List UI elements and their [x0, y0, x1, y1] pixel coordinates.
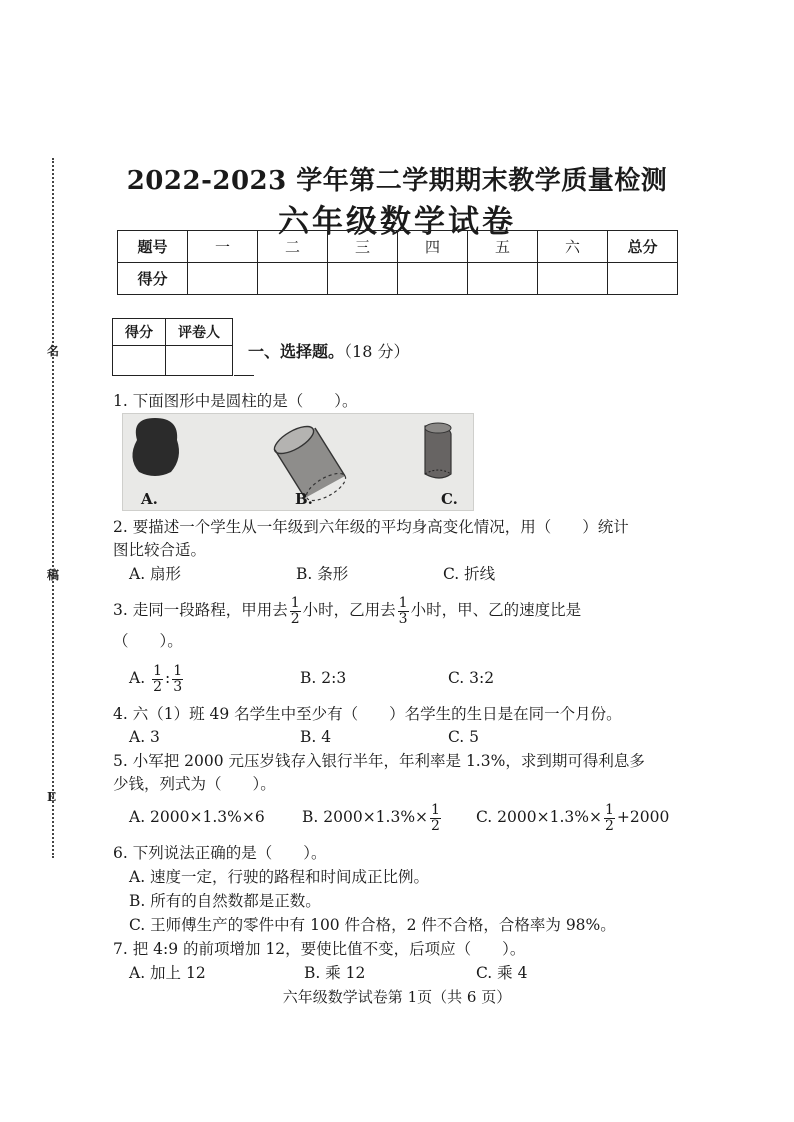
q3-option-a-f2-den: 3	[173, 678, 183, 695]
q3-option-a-f2-num: 1	[173, 662, 183, 679]
question-3-line-1	[113, 590, 581, 630]
exam-subtitle: 六年级数学试卷	[278, 204, 516, 240]
q5-option-c-num: 1	[604, 801, 614, 818]
q4-option-a: A. 3	[129, 728, 160, 746]
q7-option-a: A. 加上 12	[129, 964, 206, 982]
q2-option-a: A. 扇形	[129, 565, 182, 583]
q6-option-c: C. 王师傅生产的零件中有 100 件合格，2 件不合格，合格率为 98%。	[129, 916, 616, 934]
grader-box	[112, 318, 233, 376]
q5-option-b-prefix: B. 2000×1.3%×	[302, 808, 429, 826]
q2-option-b: B. 条形	[296, 565, 349, 583]
question-7: 7. 把 4:9 的前项增加 12，要使比值不变，后项应（ ）。	[113, 940, 526, 958]
question-4: 4. 六（1）班 49 名学生中至少有（ ）名学生的生日是在同一个月份。	[113, 705, 622, 723]
section-1-label: 一、选择题。	[248, 342, 345, 361]
score-header-cell: 总分	[608, 231, 678, 263]
q3-option-a	[129, 658, 185, 698]
question-5-line-2: 少钱，列式为（ ）。	[113, 775, 276, 793]
score-table-score-row	[118, 263, 678, 295]
grader-name-cell	[166, 346, 233, 376]
score-cell-2	[258, 263, 328, 295]
q5-option-c-fraction	[604, 803, 615, 834]
q3-option-b: B. 2:3	[300, 669, 347, 687]
shape-a-sphere-like	[132, 418, 179, 476]
q5-option-b	[302, 797, 443, 837]
score-header-cell: 四	[398, 231, 468, 263]
q4-option-b: B. 4	[300, 728, 332, 746]
q3-option-a-f1-num: 1	[153, 662, 162, 679]
grader-box-underline	[234, 375, 254, 376]
score-cell-6	[538, 263, 608, 295]
q5-option-a: A. 2000×1.3%×6	[129, 808, 265, 826]
q3-option-c: C. 3:2	[448, 669, 495, 687]
q5-option-c-suffix: +2000	[616, 808, 670, 826]
section-1-points: （18 分）	[344, 342, 410, 361]
exam-title: 2022-2023 学年第二学期期末教学质量检测	[126, 166, 668, 196]
score-header-cell: 五	[468, 231, 538, 263]
score-cell-4	[398, 263, 468, 295]
q3-text-part-2: 小时，乙用去	[302, 601, 396, 619]
question-1: 1. 下面图形中是圆柱的是（ ）。	[113, 392, 358, 410]
q1-shapes-image	[122, 413, 474, 511]
question-5-line-1: 5. 小军把 2000 元压岁钱存入银行半年，年利率是 1.3%，求到期可得利息多	[113, 752, 645, 770]
q5-option-c-den: 2	[604, 817, 614, 834]
score-header-cell: 一	[188, 231, 258, 263]
score-table-header-row	[118, 231, 678, 263]
q3-text-part-1: 3. 走同一段路程，甲用去	[113, 601, 288, 619]
question-6: 6. 下列说法正确的是（ ）。	[113, 844, 327, 862]
shape-c-top	[425, 423, 451, 433]
score-table	[117, 230, 678, 295]
grader-score-cell	[113, 346, 166, 376]
q5-option-b-den: 2	[431, 817, 440, 834]
section-1-title	[248, 339, 409, 362]
grader-score-label: 得分	[113, 319, 166, 346]
score-row-label: 得分	[118, 263, 188, 295]
q4-option-c: C. 5	[448, 728, 480, 746]
q5-option-c	[476, 797, 669, 837]
page-footer: 六年级数学试卷第 1页（共 6 页）	[282, 988, 512, 1006]
q3-option-a-fraction-1	[152, 664, 163, 695]
q3-fraction-2-num: 1	[398, 594, 408, 611]
q2-option-c: C. 折线	[443, 565, 496, 583]
score-header-cell: 题号	[118, 231, 188, 263]
margin-mark-3: E	[47, 790, 57, 804]
q1-label-a: A.	[141, 490, 158, 508]
q3-fraction-1-den: 2	[290, 610, 300, 627]
q3-fraction-1-num: 1	[290, 594, 300, 611]
q3-text-part-3: 小时，甲、乙的速度比是	[410, 601, 582, 619]
q5-option-c-prefix: C. 2000×1.3%×	[476, 808, 602, 826]
q7-option-c: C. 乘 4	[476, 964, 528, 982]
q6-option-a: A. 速度一定，行驶的路程和时间成正比例。	[129, 868, 430, 886]
q1-label-c: C.	[441, 490, 458, 508]
q6-option-b: B. 所有的自然数都是正数。	[129, 892, 321, 910]
score-cell-5	[468, 263, 538, 295]
q3-option-a-fraction-2	[172, 664, 183, 695]
question-2-line-1: 2. 要描述一个学生从一年级到六年级的平均身高变化情况，用（ ）统计	[113, 518, 629, 536]
q3-fraction-2-den: 3	[398, 610, 408, 627]
margin-mark-1: 名	[47, 344, 60, 358]
margin-mark-2: 稿	[47, 568, 60, 582]
question-3-line-2: （ ）。	[113, 632, 183, 650]
q5-option-b-fraction	[430, 803, 441, 834]
grader-name-label: 评卷人	[166, 319, 233, 346]
q3-fraction-1	[290, 596, 301, 627]
q5-option-b-num: 1	[431, 801, 440, 818]
q1-label-b: B.	[295, 490, 313, 508]
score-header-cell: 二	[258, 231, 328, 263]
score-header-cell: 三	[328, 231, 398, 263]
q7-option-b: B. 乘 12	[304, 964, 366, 982]
q3-option-a-label: A.	[129, 669, 146, 687]
score-cell-1	[188, 263, 258, 295]
question-2-line-2: 图比较合适。	[113, 541, 207, 559]
q3-option-a-f1-den: 2	[153, 678, 162, 695]
shape-c-frustum	[425, 423, 451, 478]
score-header-cell: 六	[538, 231, 608, 263]
q3-option-a-sep: :	[164, 669, 171, 687]
binding-dotted-line	[52, 158, 54, 858]
score-cell-total	[608, 263, 678, 295]
score-cell-3	[328, 263, 398, 295]
q3-fraction-2	[398, 596, 409, 627]
